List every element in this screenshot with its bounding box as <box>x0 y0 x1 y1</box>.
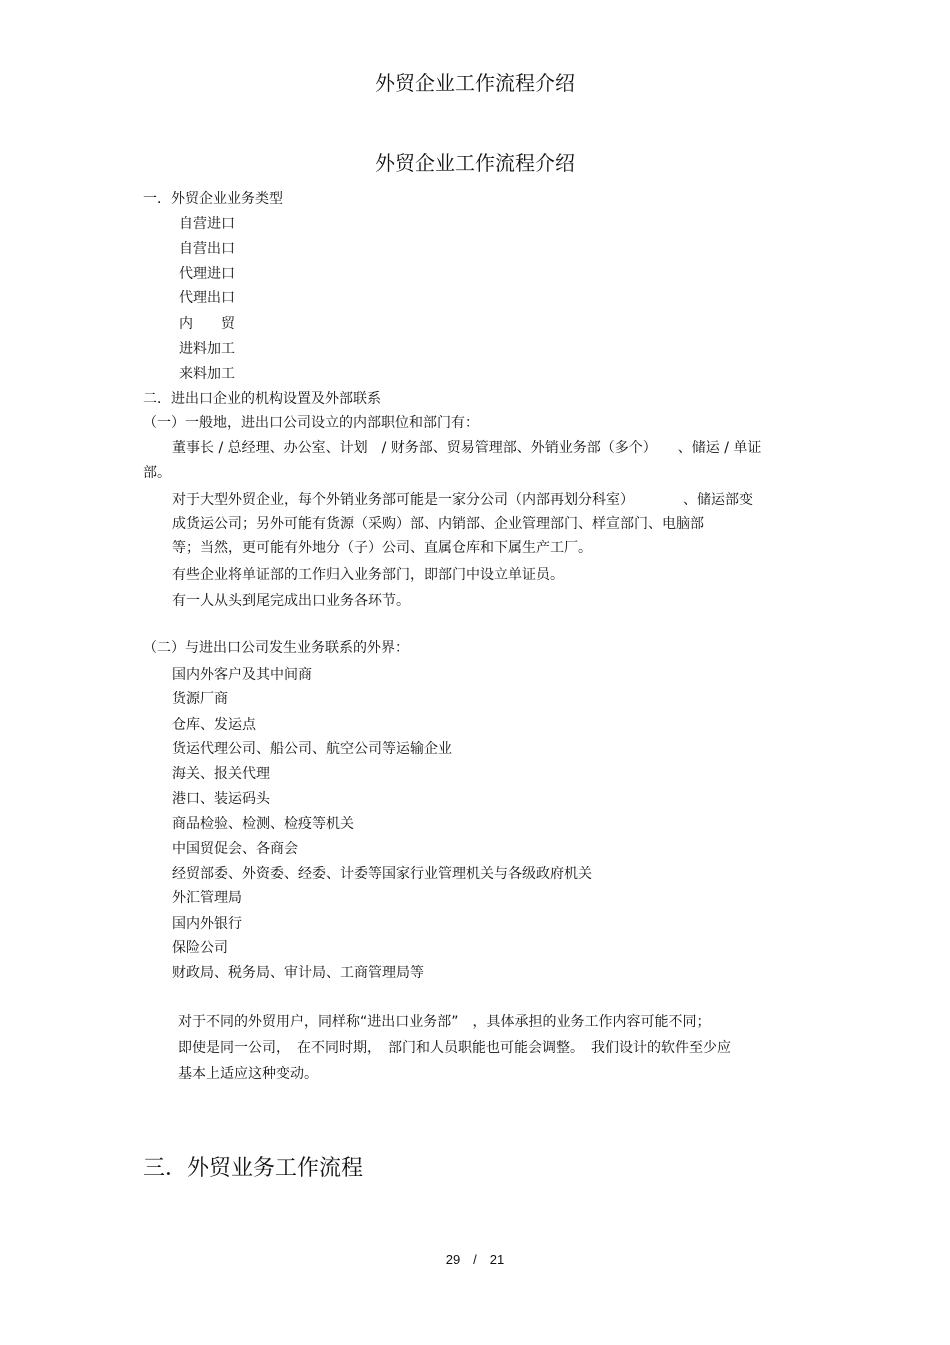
business-type-item: 自营出口 <box>179 241 235 257</box>
section-2-heading: 二．进出口企业的机构设置及外部联系 <box>143 391 381 407</box>
business-type-item: 进料加工 <box>179 341 235 357</box>
external-party-item: 保险公司 <box>172 940 228 956</box>
external-party-item: 国内外客户及其中间商 <box>172 667 312 683</box>
business-type-item: 代理进口 <box>179 266 235 282</box>
external-party-item: 中国贸促会、各商会 <box>172 841 298 857</box>
external-party-item: 货运代理公司、船公司、航空公司等运输企业 <box>172 741 452 757</box>
business-type-item: 自营进口 <box>179 216 235 232</box>
external-party-item: 国内外银行 <box>172 916 242 932</box>
subsection-2-heading: （二）与进出口公司发生业务联系的外界： <box>143 640 409 656</box>
business-type-item: 来料加工 <box>179 366 235 382</box>
section-1-heading: 一．外贸企业业务类型 <box>143 191 283 207</box>
header-title: 外贸企业工作流程介绍 <box>375 71 575 95</box>
business-type-item: 内 贸 <box>179 316 235 332</box>
business-type-item: 代理出口 <box>179 290 235 306</box>
external-party-item: 货源厂商 <box>172 691 228 707</box>
page-number: 29 / 21 <box>445 1252 505 1267</box>
paragraph-line: 部。 <box>143 465 171 481</box>
paragraph-line: 有些企业将单证部的工作归入业务部门，即部门中设立单证员。 <box>172 567 564 583</box>
paragraph-line: 有一人从头到尾完成出口业务各环节。 <box>172 593 410 609</box>
paragraph-line: 成货运公司；另外可能有货源（采购）部、内销部、企业管理部门、样宣部门、电脑部 <box>172 516 704 532</box>
external-party-item: 外汇管理局 <box>172 890 242 906</box>
subsection-1-heading: （一）一般地，进出口公司设立的内部职位和部门有： <box>143 415 479 431</box>
note-line: 即使是同一公司， 在不同时期， 部门和人员职能也可能会调整。 我们设计的软件至少应 <box>178 1040 731 1056</box>
note-line: 对于不同的外贸用户，同样称“进出口业务部” ，具体承担的业务工作内容可能不同； <box>178 1014 711 1030</box>
external-party-item: 经贸部委、外资委、经委、计委等国家行业管理机关与各级政府机关 <box>172 866 592 882</box>
section-3-heading: 三．外贸业务工作流程 <box>143 1156 364 1181</box>
external-party-item: 港口、装运码头 <box>172 791 270 807</box>
paragraph-line: 董事长 / 总经理、办公室、计划 / 财务部、贸易管理部、外销业务部（多个） 、储运 / 单证 <box>172 440 762 456</box>
external-party-item: 仓库、发运点 <box>172 717 256 733</box>
external-party-item: 商品检验、检测、检疫等机关 <box>172 816 354 832</box>
note-line: 基本上适应这种变动。 <box>178 1066 318 1082</box>
document-title: 外贸企业工作流程介绍 <box>375 151 575 175</box>
paragraph-line: 对于大型外贸企业，每个外销业务部可能是一家分公司（内部再划分科室） 、储运部变 <box>172 492 753 508</box>
paragraph-line: 等；当然，更可能有外地分（子）公司、直属仓库和下属生产工厂。 <box>172 540 592 556</box>
external-party-item: 财政局、税务局、审计局、工商管理局等 <box>172 965 424 981</box>
external-party-item: 海关、报关代理 <box>172 766 270 782</box>
